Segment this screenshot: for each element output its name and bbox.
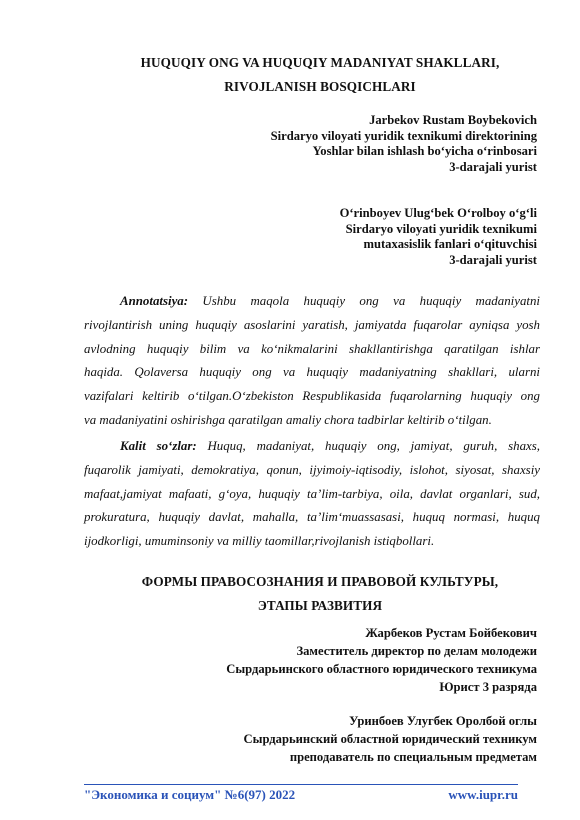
- keywords-paragraph: [84, 435, 540, 554]
- uz-author-1-block: [271, 113, 537, 175]
- ru-author-2-position: преподаватель по специальным предметам: [289, 750, 537, 764]
- keywords-line: Kalit so‘zlar: Huquq, madaniyat, huquqiy ong, jamiyat, guruh, shaxs,: [120, 439, 540, 453]
- uz-author-1-name: Jarbekov Rustam Boybekovich: [369, 113, 537, 127]
- uz-author-1-affiliation: Sirdaryo viloyati yuridik texnikumi direktorining: [270, 128, 537, 143]
- uz-author-2-name: O‘rinboyev Ulug‘bek O‘rolboy o‘g‘li: [339, 206, 537, 220]
- ru-title-line-2: ЭТАПЫ РАЗВИТИЯ: [257, 598, 383, 613]
- abstract-label: Annotatsiya:: [120, 294, 189, 308]
- ru-author-1-block: [226, 624, 537, 696]
- uz-title-line-2: RIVOJLANISH BOSQICHLARI: [224, 79, 416, 94]
- uz-author-2-rank: 3-darajali yurist: [449, 252, 537, 267]
- footer-divider: [84, 784, 518, 785]
- uz-author-1-position: Yoshlar bilan ishlash bo‘yicha o‘rinbosari: [312, 144, 537, 158]
- abstract-line: rivojlantirish uning huquqiy asoslarini yaratish, jamiyatda fuqarolar ayniqsa yosh: [84, 317, 540, 332]
- uz-author-2-affiliation: Sirdaryo viloyati yuridik texnikumi: [345, 221, 537, 236]
- abstract-line: haqida. Qolaversa huquqiy ong va huquqiy madaniyatning shakllari, ularni: [84, 365, 540, 380]
- ru-author-1-rank: Юрист 3 разряда: [439, 680, 537, 694]
- keywords-line: fuqarolik jamiyati, demokratiya, qonun, ijyimoiy-iqtisodiy, islohot, siyosat, shaxsiy: [84, 462, 540, 477]
- keywords-line: ijodkorligi, umuminsoniy va milliy taomillar,rivojlanish istiqbollari.: [84, 534, 435, 549]
- footer-journal: "Экономика и социум" №6(97) 2022: [84, 787, 296, 802]
- footer-website-link[interactable]: www.iupr.ru: [448, 787, 518, 802]
- ru-author-1-position: Заместитель директор по делам молодежи: [296, 644, 537, 658]
- abstract-line: Annotatsiya: Ushbu maqola huquqiy ong va huquqiy madaniyatni: [120, 294, 540, 308]
- ru-author-2-block: [244, 712, 537, 766]
- uz-author-1-rank: 3-darajali yurist: [449, 159, 537, 174]
- abstract-line: vazifalari keltirib o‘tilgan.O‘zbekiston Respublikasida fuqarolarning huquqiy ong: [84, 389, 540, 404]
- uz-title-line-1: HUQUQIY ONG VA HUQUQIY MADANIYAT SHAKLLARI,: [140, 55, 500, 70]
- keywords-label: Kalit so‘zlar:: [120, 439, 197, 453]
- uz-author-2-block: [340, 206, 537, 268]
- abstract-line: avlodning huquqiy bilim va ko‘nikmalarini shakllantirishga qaratilgan ishlar: [84, 341, 540, 356]
- ru-title-line-1: ФОРМЫ ПРАВОСОЗНАНИЯ И ПРАВОВОЙ КУЛЬТУРЫ,: [141, 574, 499, 589]
- abstract-line: va madaniyatini oshirishga qaratilgan amaliy chora tadbirlar keltirib o‘tilgan.: [84, 412, 492, 427]
- keywords-line: prokuratura, huquqiy davlat, mahalla, ta’lim‘muassasasi, huquq normasi, huquq: [84, 510, 540, 525]
- ru-author-1-name: Жарбеков Рустам Бойбекович: [365, 626, 537, 640]
- uz-author-2-position: mutaxasislik fanlari o‘qituvchisi: [363, 237, 537, 251]
- ru-author-1-affiliation: Сырдарьинского областного юридического техникума: [226, 662, 537, 676]
- ru-author-2-affiliation: Сырдарьинский областной юридический техникум: [243, 732, 537, 746]
- abstract-paragraph: [84, 290, 540, 433]
- keywords-line: mafaat,jamiyat mafaati, g‘oya, huquqiy ta’lim-tarbiya, oila, davlat organlari, sud,: [84, 486, 540, 501]
- ru-author-2-name: Уринбоев Улугбек Оролбой оглы: [349, 714, 537, 728]
